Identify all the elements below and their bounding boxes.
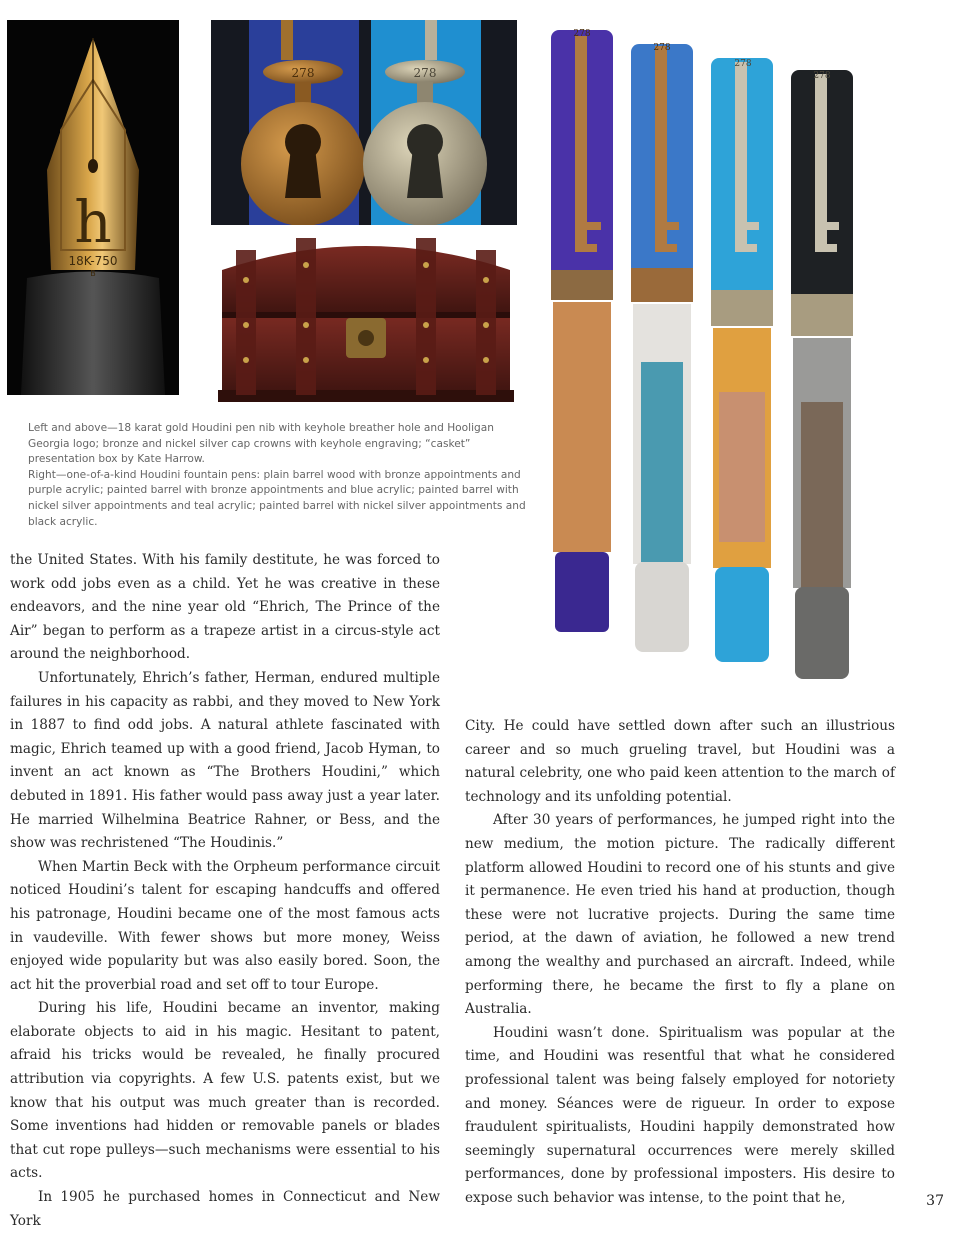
- casket-box-photo: [216, 230, 516, 403]
- nib-karat-label: 18K-750: [68, 254, 118, 268]
- pen-4: [791, 70, 853, 679]
- pen-4-number: 278: [813, 71, 831, 81]
- fountain-pens-photo: [545, 22, 860, 687]
- nib-mark: B: [90, 269, 96, 278]
- body-paragraph: Unfortunately, Ehrich’s father, Herman, endured multiple failures in his capacity as rabbi, and they moved to New York in 1887 to find odd jobs. A natural athlete fascinated with magic, Ehrich teamed up with a good friend, Jacob Hyman, to invent an act known as “The Brothers Houdini,” which debuted in 1891. His father would pass away just a year later. He married Wilhelmina Beatrice Rahner, or Bess, and the show was rechristened “The Houdinis.”: [10, 669, 440, 852]
- body-paragraph: Houdini wasn’t done. Spiritualism was popular at the time, and Houdini was resentful that what he considered professional talent was being falsely employed for notoriety and money. Séances were de rigueur. In order to expose fraudulent spiritualists, Houdini happily demonstrated how seemingly supernatural occurrences were merely skilled performances, done by professional imposters. His desire to expose such behavior was intense, to the point that he,: [465, 1024, 895, 1206]
- body-paragraph: When Martin Beck with the Orpheum performance circuit noticed Houdini’s talent for escaping handcuffs and offered his patronage, Houdini became one of the most famous acts in vaudeville. With fewer shows but more money, Weiss enjoyed wide popularity but was also easily bored. Soon, the act hit the proverbial road and set off to tour Europe.: [10, 858, 440, 993]
- body-paragraph: After 30 years of performances, he jumped right into the new medium, the motion picture. The radically different platform allowed Houdini to record one of his stunts and give it permanence. He even tried his hand at production, though these were not lucrative projects. During the same time period, at the dawn of aviation, he followed a new trend among the wealthy and purchased an aircraft. Indeed, while performing there, he became the first to fly a plane on Australia.: [465, 812, 895, 1018]
- body-column-left: [10, 549, 440, 1233]
- body-paragraph: In 1905 he purchased homes in Connecticut and New York: [10, 1189, 440, 1229]
- pen-3: [711, 58, 773, 662]
- crown-right-number: 278: [413, 66, 437, 80]
- pen-1-number: 278: [573, 29, 591, 39]
- photo-caption: [28, 421, 533, 530]
- pen-2: [631, 43, 693, 652]
- page-number: 37: [926, 1193, 944, 1209]
- pen-1: [551, 29, 613, 632]
- body-paragraph: City. He could have settled down after such an illustrious career and so much grueling travel, but Houdini was a natural celebrity, one who paid keen attention to the march of technology and its unfolding potential.: [465, 718, 895, 805]
- body-column-right: [465, 715, 895, 1210]
- caption-right: Right—one-of-a-kind Houdini fountain pens: plain barrel wood with bronze appointments and purple acrylic; painted barrel with bronze appointments and blue acrylic; painted barrel with nickel silver appointments and teal acrylic; painted barrel with nickel silver appointments and black acrylic.: [28, 468, 526, 528]
- pen-3-number: 278: [734, 59, 752, 69]
- caption-left-above: Left and above—18 karat gold Houdini pen nib with keyhole breather hole and Hooligan Georgia logo; bronze and nickel silver cap crowns with keyhole engraving; “casket” presentation box by Kate Harrow.: [28, 422, 494, 466]
- crown-left-number: 278: [291, 66, 315, 80]
- body-paragraph: During his life, Houdini became an inventor, making elaborate objects to aid in his magic. Hesitant to patent, afraid his tricks would be revealed, he finally procured attribution via copyrights. A few U.S. patents exist, but we know that his output was much greater than is recorded. Some inventions had hidden or removable panels or blades that cut rope pulleys—such mechanisms were essential to his acts.: [10, 1000, 440, 1182]
- body-paragraph: the United States. With his family destitute, he was forced to work odd jobs even as a child. Yet he was creative in these endeavors, and the nine year old “Ehrich, The Prince of the Air” began to perform as a trapeze artist in a circus-style act around the neighborhood.: [10, 552, 440, 663]
- nib-logo: h: [74, 188, 112, 256]
- pen-2-number: 278: [653, 43, 671, 53]
- cap-crowns-photo: [211, 20, 517, 225]
- pen-nib-photo: [7, 20, 179, 395]
